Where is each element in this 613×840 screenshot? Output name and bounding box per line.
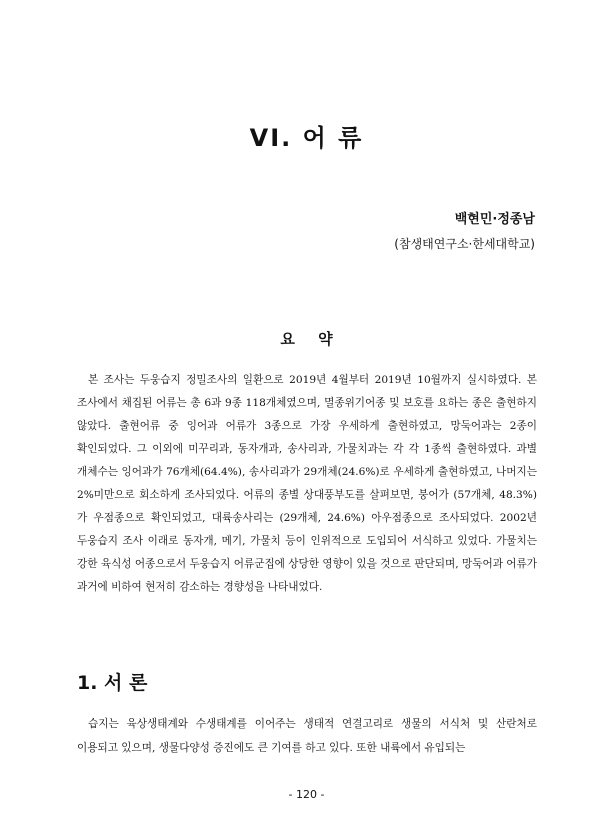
abstract-heading: 요 약 [280, 330, 333, 348]
chapter-title: VI. 어 류 [249, 124, 364, 152]
introduction-body: 습지는 육상생태계와 수생태계를 이어주는 생태적 연결고리로 생물의 서식처 및 산란처로 이용되고 있으며, 생물다양성 증진에도 큰 기여를 하고 있다. 또한 내륙에서 유입되는 [77, 718, 537, 754]
page-number: - 120 - [288, 788, 325, 801]
author-names: 백현민·정종남 [454, 212, 535, 227]
abstract-body: 본 조사는 두웅습지 정밀조사의 일환으로 2019년 4월부터 2019년 10월까지 실시하였다. 본 조사에서 채집된 어류는 총 6과 9종 118개체였으며, 멸종위기어종 및 보호를 요하는 종은 출현하지 않았다. 출현어류 중 잉어과 어류가 3종으로 가장 우세하게 출현하였고, 망둑어과는 2종이 확인되었다. 그 이외에 미꾸리과, 동자개과, 송사리과, 가물치과는 각 각 1종씩 출현하였다. 과별 개체수는 잉어과가 76개체(64.4%), 송사리과가 29개체(24.6%)로 우세하게 출현하였고, 나머지는 2%미만으로 회소하게 조사되었다. 어류의 종별 상대풍부도를 살펴보면, 붕어가 (57개체, 48.3%)가 우점종으로 확인되었고, 대륙송사리는 (29개체, 24.6%) 아우점종으로 조사되었다. 2002년 두웅습지 조사 이래로 동자개, 메기, 가물치 등이 인위적으로 도입되어 서식하고 있었다. 가물치는 강한 육식성 어종으로서 두웅습지 어류군집에 상당한 영향이 있을 것으로 판단되며, 망둑어과 어류가 과거에 비하여 현저히 감소하는 경향성을 나타내었다. [77, 374, 537, 593]
author-block [394, 210, 535, 254]
section-heading-introduction: 1. 서 론 [77, 672, 148, 694]
author-affiliation: (참생태연구소·한세대학교) [394, 237, 535, 251]
